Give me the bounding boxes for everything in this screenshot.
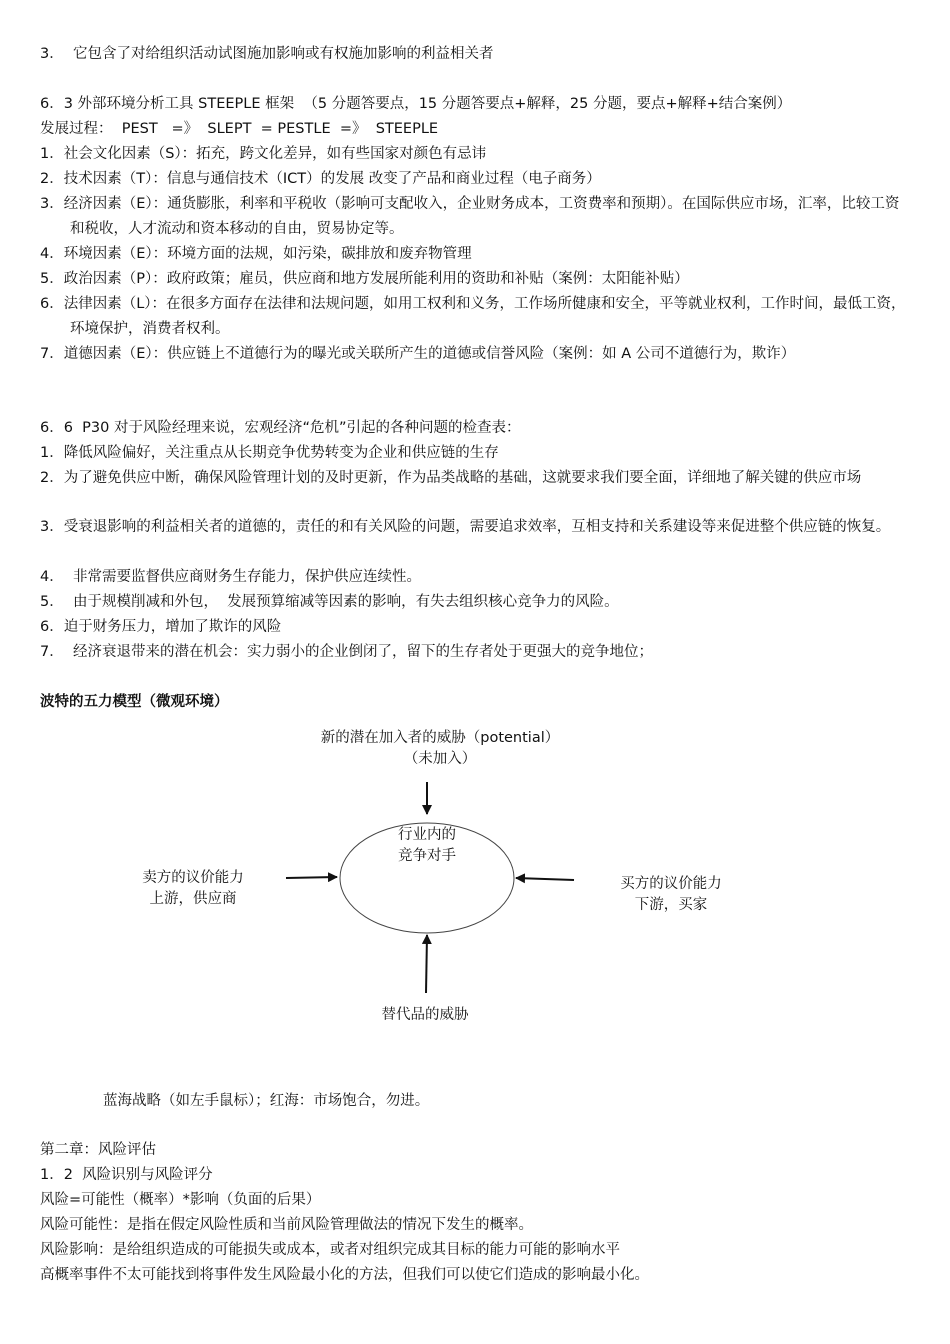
substitutes-label: 替代品的威胁 xyxy=(381,1007,469,1023)
crisis-heading: 6．6 P30 对于风险经理来说，宏观经济“危机”引起的各种问题的检查表： xyxy=(40,420,521,436)
supplier-power-line1: 卖方的议价能力 xyxy=(142,870,244,886)
steeple-item-environment: 4．环境因素（E）：环境方面的法规，如污染，碳排放和废弃物管理 xyxy=(40,246,472,262)
risk-impact-definition: 风险影响：是给组织造成的可能损失或成本，或者对组织完成其目标的能力可能的影响水平 xyxy=(40,1242,620,1258)
blue-ocean-note: 蓝海战略（如左手鼠标）；红海：市场饱合，勿进。 xyxy=(103,1093,430,1109)
steeple-item-economic: 3．经济因素（E）：通货膨胀，利率和平税收（影响可支配收入，企业财务成本，工资费率和预期）。在国际供应市场，汇率，比较工资和税收，人才流动和资本移动的自由，贸易协定等。 xyxy=(40,196,900,237)
new-entrants-line1: 新的潜在加入者的威胁（potential） xyxy=(320,730,560,746)
steeple-item-technology: 2．技术因素（T）：信息与通信技术（ICT）的发展 改变了产品和商业过程（电子商务） xyxy=(40,171,601,187)
steeple-item-social: 1．社会文化因素（S）：拓充，跨文化差异，如有些国家对颜色有忌讳 xyxy=(40,146,487,162)
new-entrants-label xyxy=(290,728,590,770)
high-probability-note: 高概率事件不太可能找到将事件发生风险最小化的方法，但我们可以使它们造成的影响最小化。 xyxy=(40,1267,649,1283)
crisis-item-6: 6．迫于财务压力，增加了欺诈的风险 xyxy=(40,619,282,635)
industry-rivalry-line2: 竞争对手 xyxy=(398,848,456,864)
crisis-item-7: 7． 经济衰退带来的潜在机会：实力弱小的企业倒闭了，留下的生存者处于更强大的竞争地位； xyxy=(40,644,653,660)
buyer-power-line2: 下游，买家 xyxy=(634,897,708,913)
industry-rivalry-line1: 行业内的 xyxy=(398,827,456,843)
arrow-substitutes xyxy=(426,935,427,993)
crisis-item-2: 2．为了避免供应中断，确保风险管理计划的及时更新，作为品类战略的基础，这就要求我们要全面，详细地了解关键的供应市场 xyxy=(40,470,862,486)
steeple-item-ethical: 7．道德因素（E）：供应链上不道德行为的曝光或关联所产生的道德或信誉风险（案例：如 A 公司不道德行为，欺诈） xyxy=(40,346,796,362)
crisis-item-4: 4． 非常需要监督供应商财务生存能力，保护供应连续性。 xyxy=(40,569,421,585)
arrow-buyer-power xyxy=(516,878,574,880)
industry-rivalry-label xyxy=(367,825,487,867)
arrow-supplier-power xyxy=(286,877,337,878)
porter-heading: 波特的五力模型（微观环境） xyxy=(40,694,229,710)
risk-formula: 风险=可能性（概率）*影响（负面的后果） xyxy=(40,1192,321,1208)
crisis-item-5: 5． 由于规模削减和外包， 发展预算缩减等因素的影响，有失去组织核心竞争力的风险。 xyxy=(40,594,619,610)
risk-likelihood-definition: 风险可能性：是指在假定风险性质和当前风险管理做法的情况下发生的概率。 xyxy=(40,1217,533,1233)
chapter-title: 第二章：风险评估 xyxy=(40,1142,156,1158)
steeple-item-political: 5．政治因素（P）：政府政策；雇员，供应商和地方发展所能利用的资助和补贴（案例：太阳能补贴） xyxy=(40,271,689,287)
crisis-item-1: 1．降低风险偏好，关注重点从长期竞争优势转变为企业和供应链的生存 xyxy=(40,445,499,461)
steeple-development: 发展过程： PEST =》 SLEPT = PESTLE =》 STEEPLE xyxy=(40,121,439,137)
buyer-power-line1: 买方的议价能力 xyxy=(620,876,722,892)
supplier-power-line2: 上游，供应商 xyxy=(149,891,237,907)
steeple-heading: 6．3 外部环境分析工具 STEEPLE 框架 （5 分题答要点，15 分题答要点+解释，25 分题，要点+解释+结合案例） xyxy=(40,96,792,112)
steeple-item-legal: 6．法律因素（L）：在很多方面存在法律和法规问题，如用工权利和义务，工作场所健康和安全，平等就业权利，工作时间，最低工资，环境保护，消费者权利。 xyxy=(40,296,906,337)
supplier-power-label xyxy=(118,868,268,910)
stakeholder-item-3: 3． 它包含了对给组织活动试图施加影响或有权施加影响的利益相关者 xyxy=(40,46,494,62)
section-title: 1．2 风险识别与风险评分 xyxy=(40,1167,213,1183)
crisis-item-3: 3．受衰退影响的利益相关者的道德的，责任的和有关风险的问题，需要追求效率，互相支持和关系建设等来促进整个供应链的恢复。 xyxy=(40,519,891,535)
buyer-power-label xyxy=(596,874,746,916)
new-entrants-line2: （未加入） xyxy=(403,751,477,767)
